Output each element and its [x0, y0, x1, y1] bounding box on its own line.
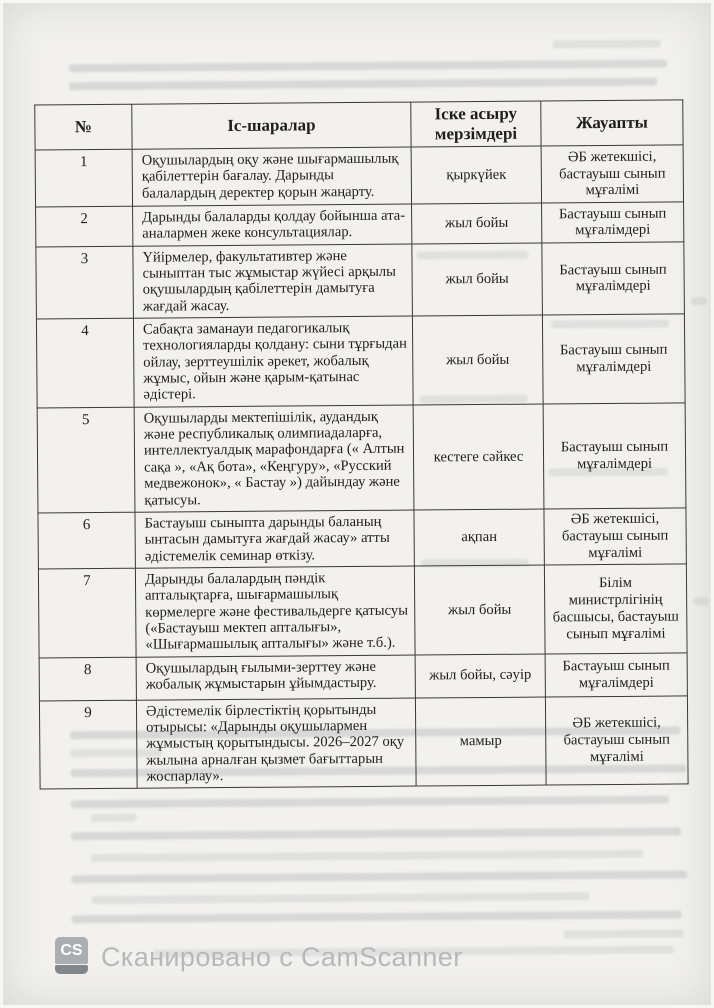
- table-row: [35, 145, 683, 207]
- camscanner-watermark: [55, 937, 463, 977]
- term-cell: қыркүйек: [411, 146, 541, 204]
- activity-cell: Оқушыларды мектепішілік, аудандық және республикалық олимпиадаларға, интеллектуалдық марафондарға (« Алтын сақа », «Ақ бота», «Кеңгуру», «Русский медвежонок», « Бастау ») дайындау және қатысуы.: [134, 405, 414, 512]
- row-number-cell: 7: [38, 568, 136, 657]
- term-cell: мамыр: [415, 697, 546, 787]
- ghost-text-line: [72, 910, 682, 923]
- action-plan-table: [34, 99, 688, 789]
- table-row: [39, 653, 687, 701]
- table-row: [36, 242, 685, 319]
- responsible-cell: Бастауыш сынып мұғалімдері: [542, 242, 685, 315]
- activity-cell: Сабақта заманауи педагогикалық технологияларды қолдану: сыни тұрғыдан ойлау, зерттеушілік әрекет, жобалық жұмыс, ойын және қарым-қатынас әдістері.: [133, 316, 413, 407]
- camscanner-logo-base: [55, 965, 88, 974]
- ghost-text-line: [693, 597, 709, 605]
- ghost-text-line: [71, 827, 681, 840]
- bleedthrough-text-layer: [0, 0, 710, 3]
- activity-cell: Бастауыш сыныпта дарынды баланың ынтасын дамытуға жағдай жасау» атты әдістемелік семинар өткізу.: [135, 510, 414, 568]
- table-row: [36, 202, 684, 247]
- term-cell: ақпан: [414, 509, 544, 566]
- activity-cell: Әдістемелік бірлестіктің қорытынды отырысы: «Дарынды оқушылармен жұмыстың қорытындысы. 2026–2027 оқу жылына арналған қызмет бағыттарын жоспарлау».: [136, 698, 416, 789]
- col-header-number: №: [35, 104, 132, 150]
- responsible-cell: ӘБ жетекшісі, бастауыш сынып мұғалімі: [545, 696, 688, 786]
- activity-cell: Дарынды балаларды қолдау бойынша ата-аналармен жеке консультациялар.: [133, 204, 412, 246]
- ghost-text-line: [691, 297, 707, 305]
- responsible-cell: Бастауыш сынып мұғалімдері: [542, 202, 684, 243]
- ghost-text-line: [553, 40, 661, 49]
- table-row: [37, 403, 686, 513]
- table-header-row: [35, 100, 683, 150]
- responsible-cell: Білім министрлігінің басшысы, бастауыш сынып мұғалімі: [544, 564, 687, 654]
- watermark-text: Сканировано с CamScanner: [101, 941, 463, 972]
- term-cell: жыл бойы: [412, 203, 542, 244]
- activity-cell: Дарынды балалардың пәндік апталықтарға, шығармашылық көрмелерге және фестивальдерге қатысуы («Бастауыш мектеп апталығы», «Шығармашылық апталығы» және т.б.).: [135, 566, 415, 657]
- ghost-text-line: [91, 850, 643, 862]
- row-number-cell: 3: [36, 246, 134, 319]
- responsible-cell: Бастауыш сынып мұғалімдері: [543, 403, 686, 509]
- camscanner-logo-text: CS: [55, 937, 88, 964]
- table-row: [36, 314, 685, 408]
- activity-cell: Үйірмелер, факультативтер және сыныптан тыс жұмыстар жүйесі арқылы оқушылардың қабілеттерін дамытуға жағдай жасау.: [133, 244, 413, 319]
- activity-cell: Оқушылардың оқу және шығармашылық қабілеттерін бағалау. Дарынды балалардың деректер қорын жаңарту.: [132, 147, 411, 206]
- ghost-text-line: [91, 814, 137, 822]
- term-cell: кестеге сәйкес: [413, 404, 544, 510]
- ghost-text-line: [71, 796, 669, 809]
- row-number-cell: 2: [36, 206, 133, 246]
- col-header-terms: Іске асыру мерзімдері: [411, 101, 541, 147]
- term-cell: жыл бойы: [412, 315, 543, 405]
- term-cell: жыл бойы, сәуір: [415, 654, 545, 698]
- row-number-cell: 4: [36, 318, 134, 407]
- row-number-cell: 1: [35, 149, 132, 207]
- responsible-cell: ӘБ жетекшісі, бастауыш сынып мұғалімі: [544, 508, 686, 565]
- col-header-responsible: Жауапты: [541, 100, 683, 146]
- activity-cell: Оқушылардың ғылыми-зерттеу және жобалық жұмыстарын ұйымдастыру.: [136, 655, 415, 700]
- ghost-text-line: [69, 78, 657, 91]
- ghost-text-line: [69, 60, 667, 73]
- row-number-cell: 8: [39, 657, 136, 701]
- ghost-text-line: [71, 870, 687, 883]
- col-header-activities: Іс-шаралар: [132, 102, 411, 149]
- responsible-cell: Бастауыш сынып мұғалімдері: [545, 653, 687, 697]
- row-number-cell: 9: [39, 700, 137, 789]
- term-cell: жыл бойы: [412, 243, 543, 316]
- table-row: [38, 508, 686, 569]
- row-number-cell: 5: [37, 407, 135, 513]
- camscanner-logo-icon: [55, 937, 88, 977]
- responsible-cell: Бастауыш сынып мұғалімдері: [542, 314, 685, 404]
- responsible-cell: ӘБ жетекшісі, бастауыш сынып мұғалімі: [541, 145, 683, 203]
- table-row: [38, 564, 687, 658]
- ghost-text-line: [91, 892, 589, 904]
- row-number-cell: 6: [38, 512, 135, 569]
- ghost-text-line: [564, 929, 684, 938]
- term-cell: жыл бойы: [414, 565, 545, 655]
- table-row: [39, 696, 688, 790]
